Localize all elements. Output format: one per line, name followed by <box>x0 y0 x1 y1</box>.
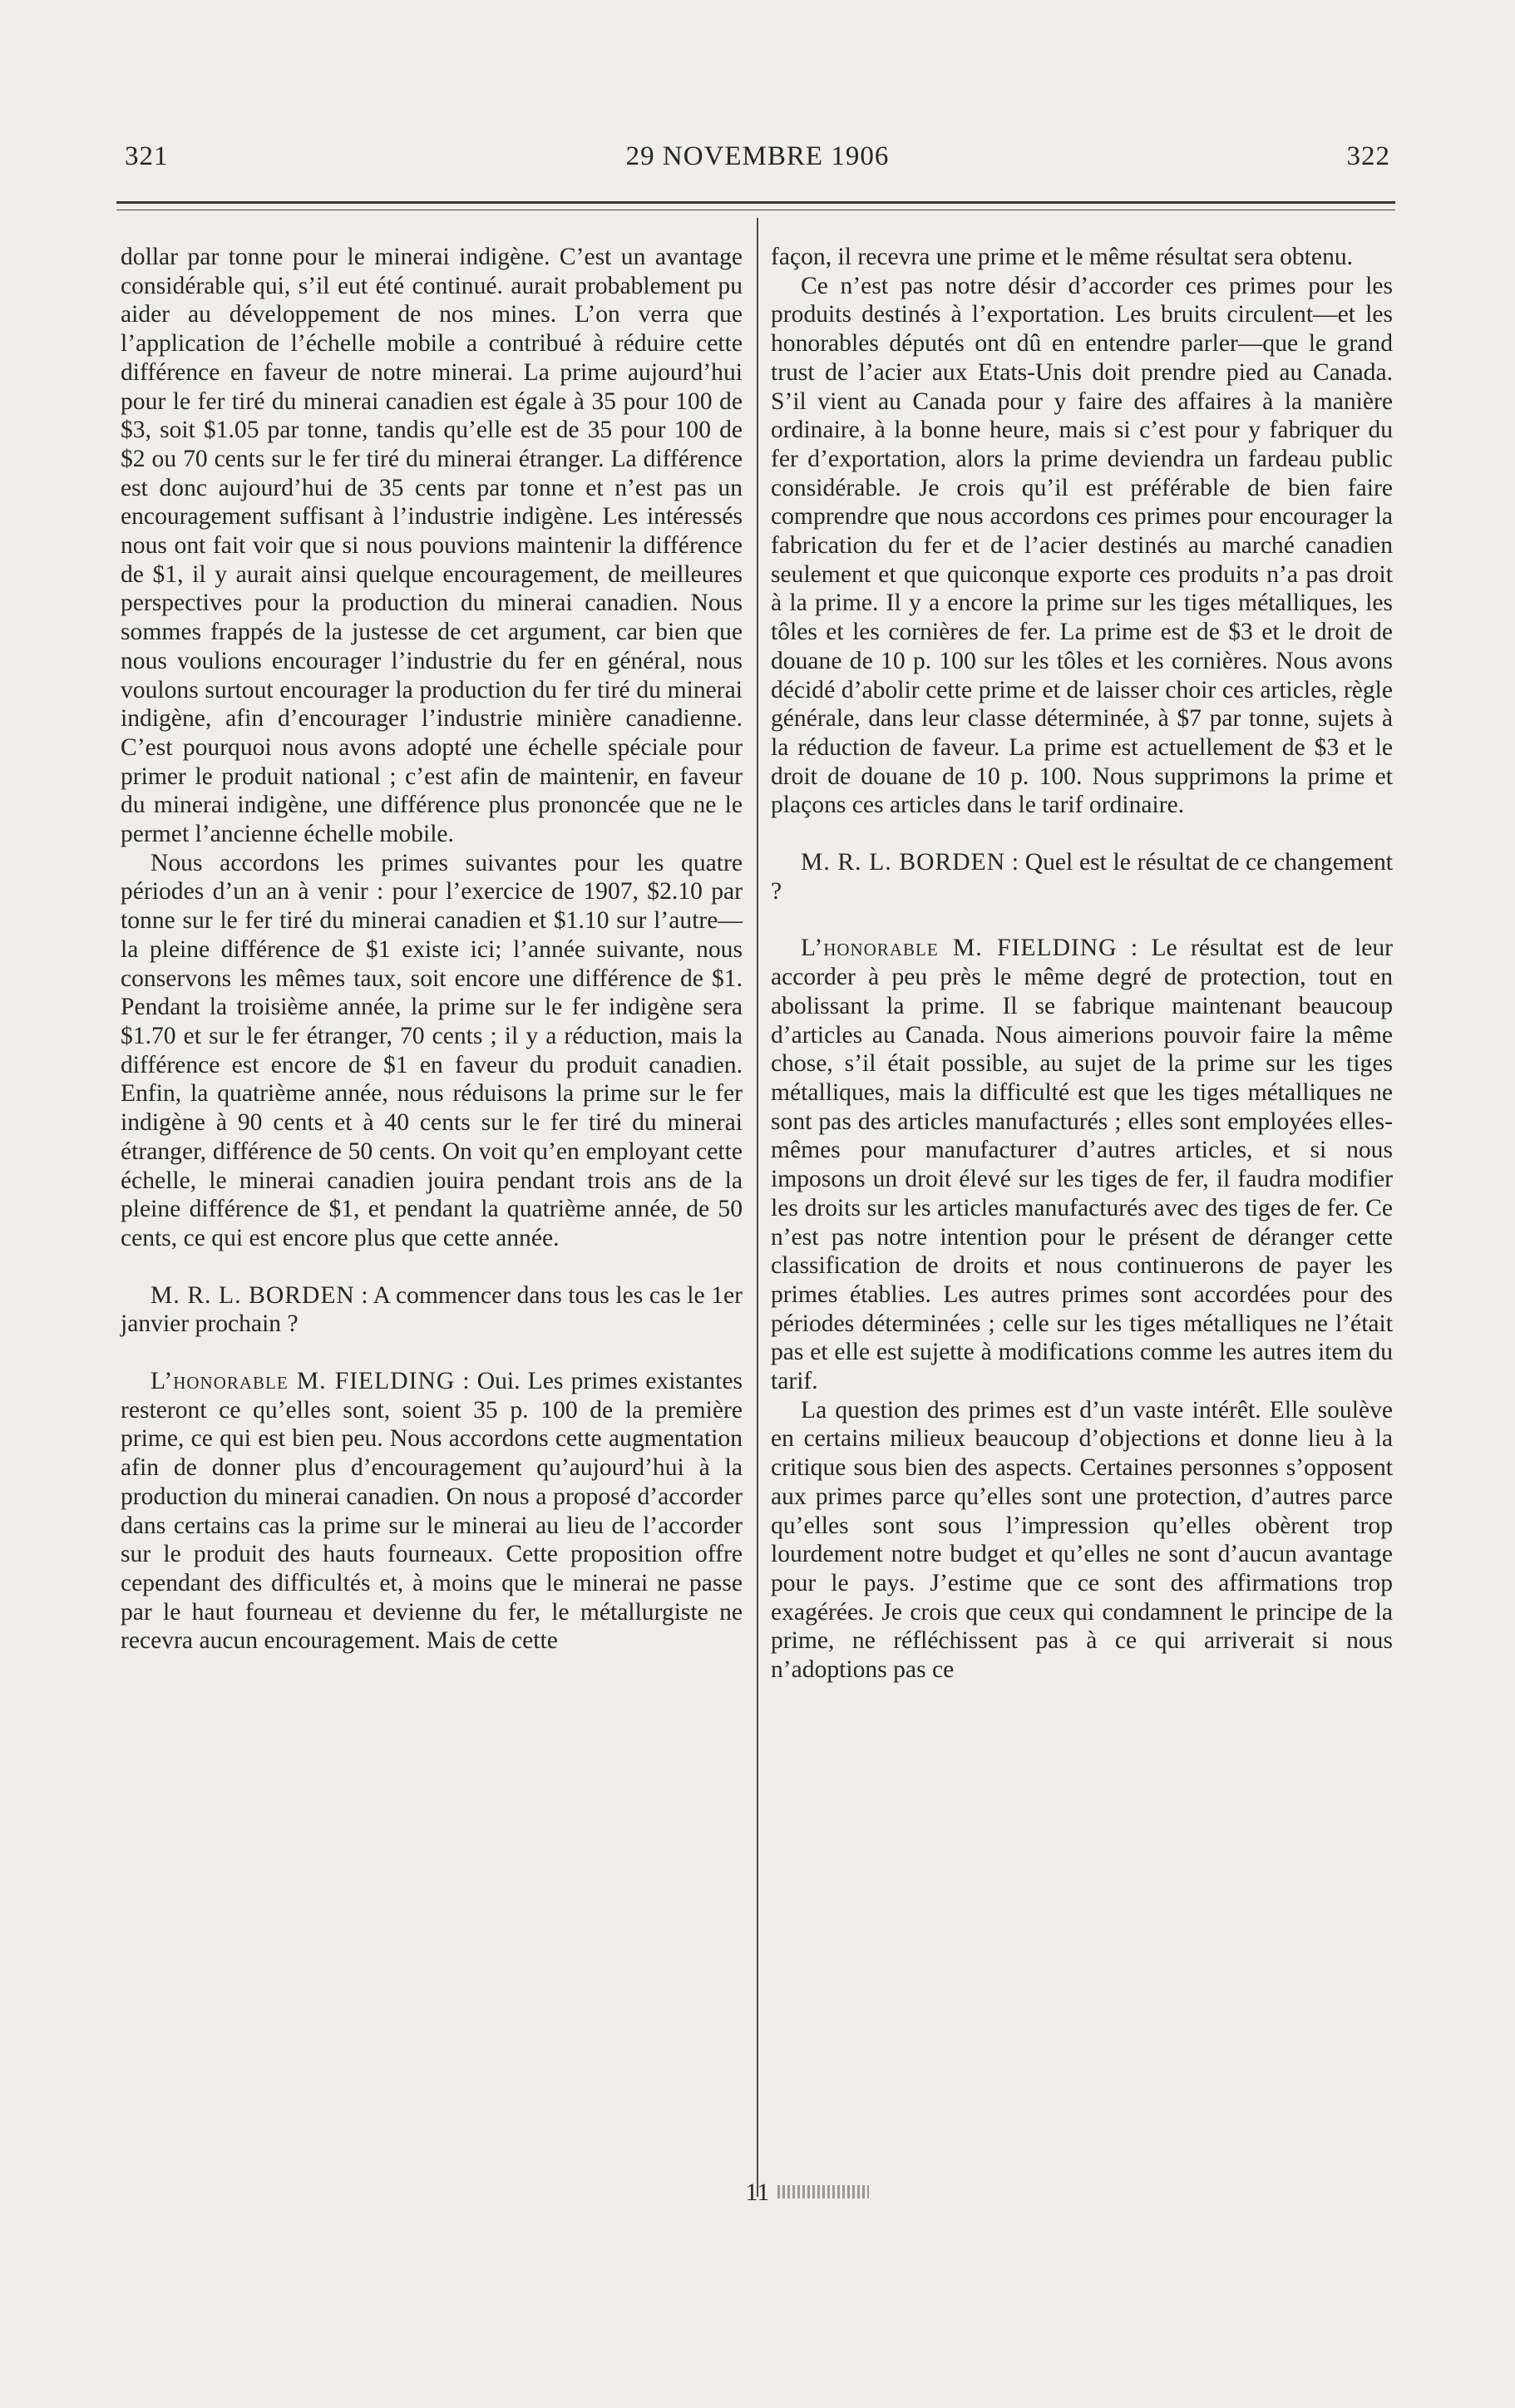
speech-paragraph <box>771 848 1393 905</box>
speech-text: : A commencer dans tous les cas le 1er janvier prochain ? <box>121 1281 743 1338</box>
paragraph: façon, il recevra une prime et le même résultat sera obtenu. <box>771 244 1354 270</box>
ink-smudge <box>777 2185 869 2198</box>
speech-text: : Quel est le résultat de ce changement ? <box>771 849 1393 905</box>
speech-text: : Oui. Les primes existantes resteront ce qu’elles sont, soient 35 p. 100 de la première prime, ce qui est bien peu. Nous accordons cette augmentation afin de donner plus d’encouragement qu’aujourd’hui à la production du minerai canadien. On nous a proposé d’accorder dans certains cas la prime sur le minerai au lieu de l’accorder sur le produit des hauts fourneaux. Cette proposition offre cependant des difficultés et, à moins que le minerai ne passe par le haut fourneau et devienne du fer, le métallurgiste ne recevra aucun encouragement. Mais de cette <box>121 1368 743 1655</box>
page-date-header: 29 NOVEMBRE 1906 <box>625 141 890 171</box>
speaker-name: L’honorable M. FIELDING <box>151 1368 456 1395</box>
header-rule <box>116 201 1395 204</box>
speaker-name: M. R. L. BORDEN <box>151 1281 355 1309</box>
speaker-name: L’honorable M. FIELDING <box>801 935 1118 962</box>
left-column <box>121 243 743 1656</box>
speech-paragraph <box>121 1281 743 1339</box>
speaker-name: M. R. L. BORDEN <box>801 849 1006 876</box>
paragraph: dollar par tonne pour le minerai indigène. C’est un avantage considérable qui, s’il eut été continué. aurait probablement pu aider au développement de nos mines. L’on verra que l’application de l’échelle mobile a contribué à réduire cette différence en faveur de notre minerai. La prime aujourd’hui pour le fer tiré du minerai canadien est égale à 35 pour 100 de $3, soit $1.05 par tonne, tandis qu’elle est de 35 pour 100 de $2 ou 70 cents sur le fer tiré du minerai étranger. La différence est donc aujourd’hui de 35 cents par tonne et n’est pas un encouragement suffisant à l’industrie indigène. Les intéressés nous ont fait voir que si nous pouvions maintenir la différence de $1, il y aurait ainsi quelque encouragement, de meilleures perspectives pour la production du minerai canadien. Nous sommes frappés de la justesse de cet argument, car bien que nous voulions encourager l’industrie du fer en général, nous voulons surtout encourager la production du fer tiré du minerai indigène, afin d’encourager l’industrie minière canadienne. C’est pourquoi nous avons adopté une échelle spéciale pour primer le produit national ; c’est afin de maintenir, en faveur du minerai indigène, une différence plus prononcée que ne le permet l’ancienne échelle mobile. <box>121 244 743 848</box>
paragraph: Nous accordons les primes suivantes pour les quatre périodes d’un an à venir : pour l’exercice de 1907, $2.10 par tonne sur le fer tiré du minerai canadien et $1.10 sur l’autre—la pleine différence de $1 existe ici; l’année suivante, nous conservons les mêmes taux, soit encore une différence de $1. Pendant la troisième année, la prime sur le fer indigène sera $1.70 et sur le fer étranger, 70 cents ; il y a réduction, mais la différence est encore de $1 en faveur du produit canadien. Enfin, la quatrième année, nous réduisons la prime sur le fer indigène à 90 cents et à 40 cents sur le fer tiré du minerai étranger, différence de 50 cents. On voit qu’en employant cette échelle, le minerai canadien jouira pendant trois ans de la pleine différence de $1, et pendant la quatrième année, de 50 cents, ce qui est encore plus que cette année. <box>121 849 743 1251</box>
right-page-number: 322 <box>1346 141 1390 171</box>
speech-paragraph <box>121 1367 743 1656</box>
left-page-number: 321 <box>125 141 169 171</box>
speech-text: : Le résultat est de leur accorder à peu près le même degré de protection, tout en abolissant la prime. Il se fabrique maintenant beaucoup d’articles au Canada. Nous aimerions pouvoir faire la même chose, s’il était possible, au sujet de la prime sur les tiges métalliques, mais la difficulté est que les tiges métalliques ne sont pas des articles manufacturés ; elles sont employées elles-mêmes pour manufacturer d’autres articles, et si nous imposons un droit élevé sur les tiges de fer, il faudra modifier les droits sur les articles manufacturés avec des tiges de fer. Ce n’est pas notre intention pour le présent de déranger cette classification de droits et nous continuerons de payer les primes établies. Les autres primes sont accordées pour des périodes déterminées ; celle sur les tiges métalliques ne l’était pas et elle est sujette à modifications comme les autres item du tarif. <box>771 935 1393 1395</box>
folio-number: 11 <box>745 2179 770 2206</box>
column-divider <box>757 218 758 2197</box>
speech-paragraph <box>771 934 1393 1395</box>
paragraph: Ce n’est pas notre désir d’accorder ces primes pour les produits destinés à l’exportation. Les bruits circulent—et les honorables députés ont dû en entendre parler—que le grand trust de l’acier aux Etats-Unis doit prendre pied au Canada. S’il vient au Canada pour y faire des affaires à la manière ordinaire, à la bonne heure, mais si c’est pour y fabriquer du fer d’exportation, alors la prime deviendra un fardeau public considérable. Je crois qu’il est préférable de bien faire comprendre que nous accordons ces primes pour encourager la fabrication du fer et de l’acier destinés au marché canadien seulement et que quiconque exporte ces produits n’a pas droit à la prime. Il y a encore la prime sur les tiges métalliques, les tôles et les cornières de fer. La prime est de $3 et le droit de douane de 10 p. 100 sur les tôles et les cornières. Nous avons décidé d’abolir cette prime et de laisser choir ces articles, règle générale, dans leur classe déterminée, à $7 par tonne, sujets à la réduction de faveur. La prime est actuellement de $3 et le droit de douane de 10 p. 100. Nous supprimons la prime et plaçons ces articles dans le tarif ordinaire. <box>771 272 1393 819</box>
right-column <box>771 243 1393 1685</box>
paragraph: La question des primes est d’un vaste intérêt. Elle soulève en certains milieux beaucoup d’objections et donne lieu à la critique sous bien des aspects. Certaines personnes s’opposent aux primes parce qu’elles sont une protection, d’autres parce qu’elles sont sous l’impression qu’elles obèrent trop lourdement notre budget et qu’elles ne sont d’aucun avantage pour le pays. J’estime que ce sont des affirmations trop exagérées. Je crois que ceux qui condamnent le principe de la prime, ne réfléchissent pas à ce qui arriverait si nous n’adoptions pas ce <box>771 1396 1393 1684</box>
